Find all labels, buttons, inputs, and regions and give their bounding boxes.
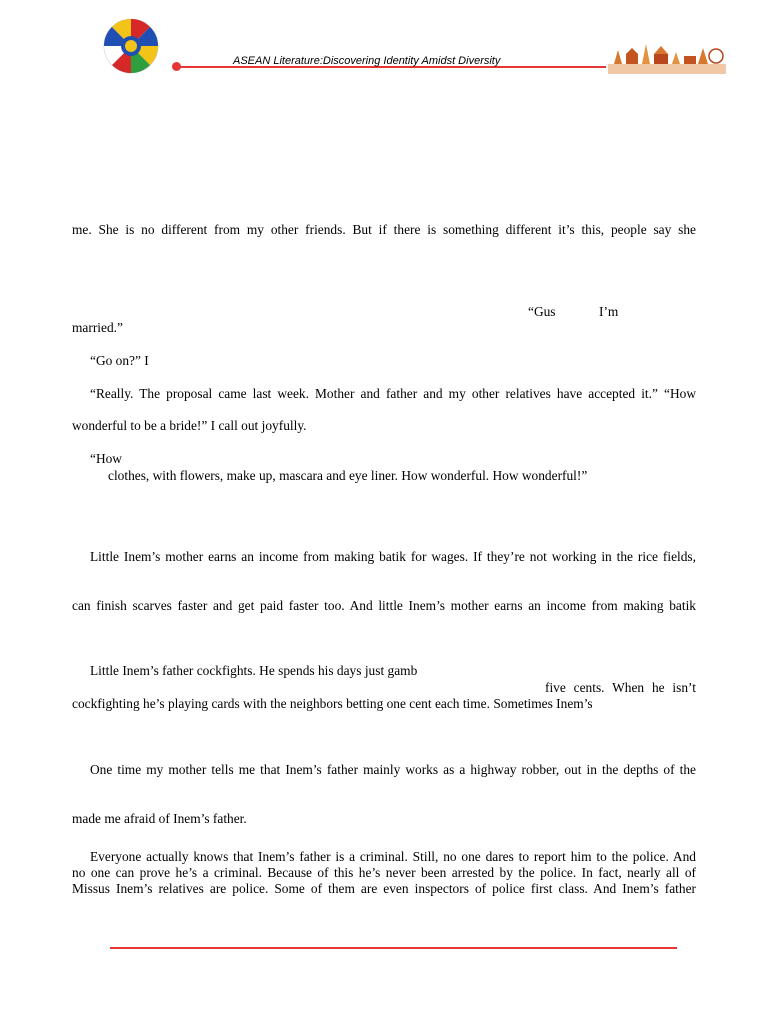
text-line: me. She is no different from my other friends. But if there is something different it’s this, people say she bbox=[72, 222, 696, 237]
asean-landmarks-icon bbox=[608, 42, 726, 74]
text-line: One time my mother tells me that Inem’s father mainly works as a highway robber, out in the depths of the bbox=[90, 762, 696, 777]
text-line: cockfighting he’s playing cards with the neighbors betting one cent each time. Sometimes Inem’s bbox=[72, 696, 593, 711]
text-line: “Really. The proposal came last week. Mother and father and my other relatives have accepted it.” “How bbox=[90, 386, 696, 401]
text-line: wonderful to be a bride!” I call out joyfully. bbox=[72, 418, 307, 433]
text-line: Everyone actually knows that Inem’s father is a criminal. Still, no one dares to report him to the police. And bbox=[90, 849, 696, 864]
text-line: Little Inem’s mother earns an income from making batik for wages. If they’re not working in the rice fields, bbox=[90, 549, 696, 564]
text-line: “Go on?” I bbox=[90, 353, 149, 368]
text-line: Little Inem’s father cockfights. He spends his days just gamb bbox=[90, 663, 418, 678]
text-fragment: five cents. When he isn’t bbox=[545, 680, 696, 695]
header-title: ASEAN Literature:Discovering Identity Amidst Diversity bbox=[233, 55, 501, 67]
footer-rule bbox=[110, 947, 677, 949]
text-line: made me afraid of Inem’s father. bbox=[72, 811, 247, 826]
text-line: “How bbox=[90, 451, 122, 466]
text-line: clothes, with flowers, make up, mascara and eye liner. How wonderful. How wonderful!” bbox=[108, 468, 588, 483]
text-line: married.” bbox=[72, 320, 123, 335]
asean-flags-logo bbox=[103, 18, 159, 74]
text-fragment: I’m bbox=[599, 304, 619, 319]
text-fragment: “Gus bbox=[528, 304, 556, 319]
text-line: can finish scarves faster and get paid faster too. And little Inem’s mother earns an income from making batik bbox=[72, 598, 696, 613]
text-line: no one can prove he’s a criminal. Because of this he’s never been arrested by the police. In fact, nearly all of bbox=[72, 865, 696, 880]
text-line: Missus Inem’s relatives are police. Some of them are even inspectors of police first class. And Inem’s father bbox=[72, 881, 696, 896]
